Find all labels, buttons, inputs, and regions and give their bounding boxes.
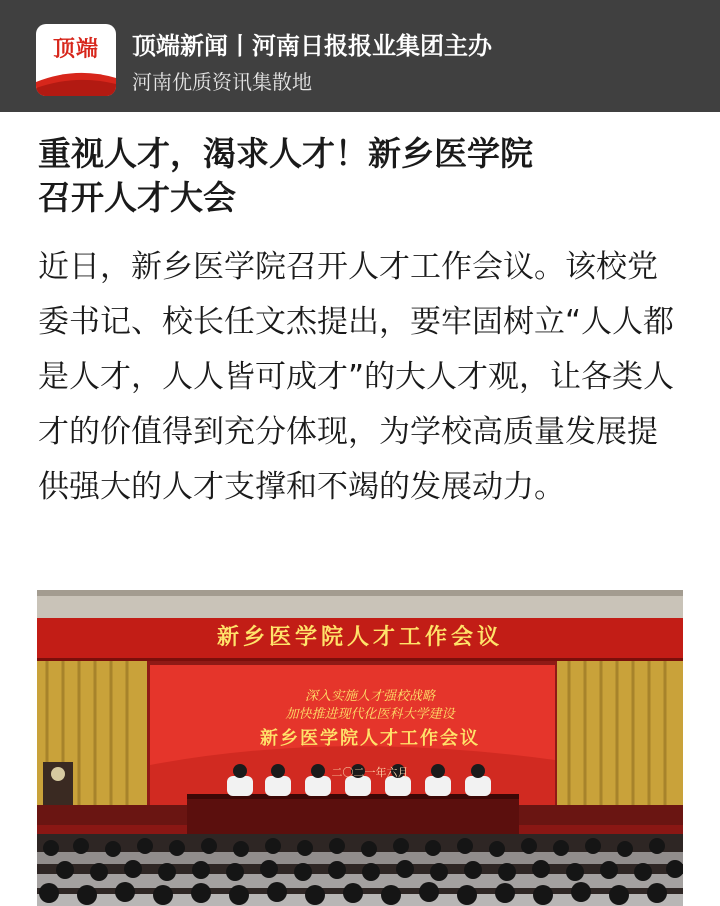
header-title: 顶端新闻丨河南日报报业集团主办 <box>132 32 492 60</box>
screen-date: 二〇二一年六月 <box>331 766 409 779</box>
logo-text: 顶端 <box>52 37 99 62</box>
screen-meeting-title: 新乡医学院人才工作会议 <box>260 728 480 749</box>
article-title-line2: 召开人才大会 <box>38 178 236 217</box>
screen-slogan-line2: 加快推进现代化医科大学建设 <box>285 707 455 722</box>
screen-slogan-line1: 深入实施人才强校战略 <box>304 689 435 704</box>
photo-banner-text: 新乡医学院人才工作会议 <box>216 625 503 650</box>
logo-swoosh-icon <box>36 68 116 96</box>
article-title-line1: 重视人才，渴求人才！新乡医学院 <box>38 134 533 173</box>
app-header <box>0 0 720 112</box>
dingduan-logo[interactable] <box>36 24 116 96</box>
article-title <box>38 132 688 220</box>
header-subtitle: 河南优质资讯集散地 <box>132 70 312 94</box>
article-body: 近日，新乡医学院召开人才工作会议。该校党委书记、校长任文杰提出，要牢固树立“人人都是人才，人人皆可成才”的大人才观，让各类人才的价值得到充分体现，为学校高质量发展提供强大的人才支撑和不竭的发展动力。 <box>38 249 675 505</box>
